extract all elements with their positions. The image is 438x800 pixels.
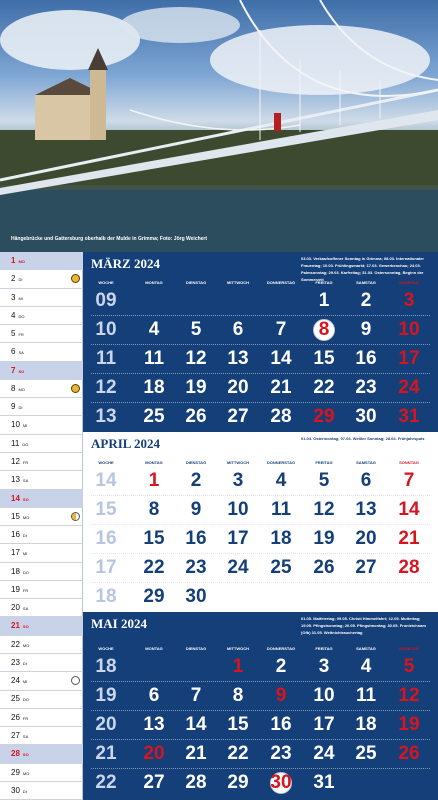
row-divider [91,768,430,769]
day-row [0,471,83,489]
weekday-header: DIENSTAG [185,646,207,651]
weekday-abbr: FR [22,459,29,465]
calendar-date: 20 [355,528,377,549]
weekday-header: SAMSTAG [356,646,376,651]
day-number: 25 DO [11,694,29,704]
day-number: 11 DO [11,438,29,448]
week-number: 14 [95,470,117,491]
weekday-abbr: MI [22,551,28,557]
row-divider [91,710,430,711]
day-row [0,727,83,745]
calendar-date: 3 [232,470,244,491]
calendar-date: 27 [355,557,377,578]
weekday-header: DIENSTAG [185,280,207,285]
weekday-header: MONTAG [145,280,163,285]
bridge-photo-illustration [0,0,438,252]
moon-phase-icon [71,274,80,283]
sunday-date: 24 [398,377,420,398]
weekday-abbr: DO [22,569,29,575]
sunday-date: 31 [398,406,420,427]
weekday-abbr: DI [22,533,27,539]
weekday-header: WOCHE [98,460,114,465]
calendar-date: 30 [270,772,292,793]
calendar-date: 8 [318,319,330,340]
week-number: 17 [95,557,117,578]
calendar-date: 31 [313,772,335,793]
calendar-date: 4 [275,470,287,491]
week-number: 11 [95,348,117,369]
day-number: 20 SA [11,603,29,613]
month-holiday-notes: 01.05. Maifeiertag; 09.05. Christi Himmelfahrt; 12.05. Muttertag; 19.05. Pfingstsonntag; 20.05. Pfingstmontag; 30.05. Fronleichnam (Ofb) 31.05. Weltnichtrauchertag [301,616,426,635]
day-row [0,599,83,617]
day-number: 28 SO [11,749,29,759]
row-divider [91,739,430,740]
month-title: APRIL 2024 [91,436,160,451]
weekday-header: SONNTAG [399,460,419,465]
day-row [0,307,83,325]
calendar-date: 7 [190,685,202,706]
calendar-date: 25 [355,743,377,764]
weekday-abbr: MO [22,514,30,520]
weekday-abbr: SO [22,496,29,502]
sunday-date: 17 [398,348,420,369]
day-row [0,617,83,635]
day-number: 27 SA [11,731,29,741]
week-number: 12 [95,377,117,398]
sunday-date: 26 [398,743,420,764]
sunday-date: 19 [398,714,420,735]
day-row [0,526,83,544]
calendar-date: 12 [185,348,207,369]
calendar-date: 22 [227,743,249,764]
weekday-abbr: DO [18,313,25,319]
calendar-date: 5 [318,470,330,491]
calendar-date: 30 [355,406,377,427]
day-row [0,435,83,453]
calendar-date: 26 [313,557,335,578]
day-number: 5 FR [11,329,24,339]
calendar-date: 22 [143,557,165,578]
day-row [0,745,83,763]
sunday-date: 5 [403,656,415,677]
weekday-abbr: SA [22,606,29,612]
day-number: 14 SO [11,493,29,503]
calendar-date: 13 [143,714,165,735]
day-row [0,581,83,599]
weekday-header: DIENSTAG [185,460,207,465]
day-number: 26 FR [11,712,29,722]
sunday-date: 12 [398,685,420,706]
day-number: 19 FR [11,584,29,594]
sunday-date: 14 [398,499,420,520]
calendar-date: 15 [227,714,249,735]
calendar-date: 11 [355,685,377,706]
calendar-date: 9 [275,685,287,706]
weekday-abbr: MO [22,770,30,776]
weekday-abbr: DI [18,277,23,283]
weekday-abbr: FR [22,715,29,721]
day-row [0,325,83,343]
day-number: 13 SA [11,475,29,485]
day-number: 24 MI [11,676,28,686]
week-number: 15 [95,499,117,520]
weekday-header: SONNTAG [399,646,419,651]
weekday-header: FREITAG [315,460,333,465]
week-number: 22 [95,772,117,793]
day-row [0,270,83,288]
weekday-abbr: MO [22,642,30,648]
calendar-date: 2 [360,290,372,311]
row-divider [91,402,430,403]
calendar-date: 10 [313,685,335,706]
weekday-abbr: MO [18,259,25,264]
calendar-date: 13 [355,499,377,520]
day-row [0,453,83,471]
row-divider [91,495,430,496]
week-number: 16 [95,528,117,549]
week-number: 13 [95,406,117,427]
day-row [0,690,83,708]
day-number: 4 DO [11,310,25,320]
calendar-date: 21 [185,743,207,764]
day-number: 29 MO [11,767,30,777]
row-divider [91,681,430,682]
calendar-date: 6 [360,470,372,491]
calendar-date: 30 [185,586,207,607]
calendar-date: 24 [313,743,335,764]
weekday-header: WOCHE [98,646,114,651]
calendar-date: 22 [313,377,335,398]
day-number: 16 DI [11,530,27,540]
day-number: 9 DI [11,402,23,412]
calendar-date: 18 [355,714,377,735]
month-block-may [83,612,438,800]
calendar-date: 4 [148,319,160,340]
row-divider [91,524,430,525]
month-holiday-notes: 01.04. Ostermontag; 07.04. Weißer Sonntag; 28.04. Frühjahrsputz [301,436,425,441]
day-row [0,289,83,307]
day-number: 3 MI [11,292,23,302]
calendar-date: 11 [270,499,292,520]
week-number: 18 [95,586,117,607]
week-number: 09 [95,290,117,311]
weekday-header: MITTWOCH [227,280,249,285]
calendar-date: 19 [313,528,335,549]
weekday-abbr: DO [22,441,29,447]
day-number: 18 DO [11,566,29,576]
month-block-march [83,252,438,432]
calendar-date: 11 [143,348,165,369]
day-number: 2 DI [11,274,23,284]
weekday-header: MONTAG [145,460,163,465]
moon-phase-icon [71,384,80,393]
week-number: 20 [95,714,117,735]
calendar-date: 6 [148,685,160,706]
weekday-abbr: MO [18,386,25,392]
calendar-date: 4 [360,656,372,677]
calendar-date: 15 [313,348,335,369]
calendar-date: 27 [143,772,165,793]
calendar-date: 16 [185,528,207,549]
calendar-date: 19 [185,377,207,398]
weekday-abbr: SA [22,734,29,740]
weekday-header: DONNERSTAG [266,280,296,285]
month-holiday-notes: 03.03. Verkaufsoffener Sonntag in Grimma; 08.03. Internationaler Frauentag; 10.03. Frühlingsmarkt; 17.03. Gewerbeschau; 24.03. Palmsonntag; 29.03. Karfreitag; 31.03. Ostersonntag, Beginn der Sommerzeit [301,256,424,282]
calendar-date: 23 [355,377,377,398]
day-row [0,380,83,398]
day-number: 17 MI [11,548,28,558]
day-row [0,343,83,361]
week-number: 10 [95,319,117,340]
day-row [0,490,83,508]
weekday-header: SAMSTAG [356,460,376,465]
weekday-abbr: DO [22,697,29,703]
weekday-abbr: FR [18,332,24,338]
calendar-date: 1 [318,290,330,311]
row-divider [91,553,430,554]
weekday-abbr: SO [18,368,25,374]
day-row [0,416,83,434]
weekday-header: DONNERSTAG [266,460,296,465]
weekday-header: SAMSTAG [356,280,376,285]
weekday-abbr: SA [22,478,29,484]
calendar-date: 24 [227,557,249,578]
calendar-date: 20 [227,377,249,398]
day-number: 21 SO [11,621,29,631]
weekday-header: FREITAG [315,646,333,651]
calendar-date: 29 [143,586,165,607]
calendar-date: 25 [143,406,165,427]
calendar-date: 14 [185,714,207,735]
sunday-date: 3 [403,290,415,311]
weekday-header: MONTAG [145,646,163,651]
day-row [0,362,83,380]
day-row [0,544,83,562]
calendar-date: 16 [270,714,292,735]
weekday-header: WOCHE [98,280,114,285]
day-row [0,508,83,526]
calendar-date: 2 [275,656,287,677]
day-row [0,764,83,782]
month-block-april [83,432,438,612]
sunday-date: 28 [398,557,420,578]
day-row [0,654,83,672]
calendar-date: 20 [143,743,165,764]
weekday-abbr: DI [22,788,27,794]
week-number: 19 [95,685,117,706]
calendar-date: 29 [227,772,249,793]
weekday-header: SONNTAG [399,280,419,285]
calendar-date: 9 [360,319,372,340]
calendar-date: 5 [190,319,202,340]
month-title: MÄRZ 2024 [91,256,160,271]
calendar-date: 23 [270,743,292,764]
header-photo [0,0,438,252]
day-number: 10 MI [11,420,28,430]
calendar-date: 13 [227,348,249,369]
day-row [0,252,83,270]
day-row [0,672,83,690]
weekday-abbr: SO [22,624,29,630]
sunday-date: 21 [398,528,420,549]
calendar-date: 28 [270,406,292,427]
month-title: MAI 2024 [91,616,147,631]
day-number: 8 MO [11,383,25,393]
calendar-date: 15 [143,528,165,549]
day-number: 23 DI [11,657,27,667]
calendar-date: 8 [148,499,160,520]
weekday-header: DONNERSTAG [266,646,296,651]
calendar-date: 23 [185,557,207,578]
photo-caption: Hängebrücke und Gattersburg oberhalb der Mulde in Grimma; Foto: Jörg Weichert [11,236,208,242]
calendar-date: 9 [190,499,202,520]
calendar-date: 17 [227,528,249,549]
calendar-date: 2 [190,470,202,491]
day-number: 1 MO [11,256,25,265]
calendar-date: 26 [185,406,207,427]
row-divider [91,373,430,374]
calendar-date: 18 [270,528,292,549]
sunday-date: 10 [398,319,420,340]
weekday-abbr: DI [18,405,23,411]
day-number: 6 SA [11,347,24,357]
weekday-abbr: SA [18,350,24,356]
day-row [0,398,83,416]
calendar-date: 6 [232,319,244,340]
calendar-date: 28 [185,772,207,793]
calendar-date: 25 [270,557,292,578]
weekday-abbr: MI [22,679,28,685]
calendar-date: 17 [313,714,335,735]
row-divider [91,582,430,583]
moon-phase-icon [71,512,80,521]
calendar-date: 27 [227,406,249,427]
sunday-date: 7 [403,470,415,491]
weekday-header: MITTWOCH [227,646,249,651]
calendar-date: 14 [270,348,292,369]
weekday-abbr: MI [22,423,28,429]
calendar-date: 21 [270,377,292,398]
day-number: 15 MO [11,511,30,521]
day-row [0,782,83,800]
day-number: 12 FR [11,456,29,466]
weekday-abbr: SO [22,752,29,758]
calendar-date: 1 [232,656,244,677]
moon-phase-icon [71,676,80,685]
week-number: 21 [95,743,117,764]
day-number: 7 SO [11,365,25,375]
weekday-abbr: FR [22,587,29,593]
day-row [0,563,83,581]
day-number: 22 MO [11,639,30,649]
calendar-date: 3 [318,656,330,677]
calendar-date: 7 [275,319,287,340]
week-number: 18 [95,656,117,677]
calendar-date: 18 [143,377,165,398]
calendar-date: 8 [232,685,244,706]
calendar-date: 1 [148,470,160,491]
day-row [0,709,83,727]
calendar-date: 10 [227,499,249,520]
weekday-header: FREITAG [315,280,333,285]
day-strip [0,252,83,800]
weekday-abbr: MI [18,295,23,301]
calendar-date: 12 [313,499,335,520]
calendar-date: 16 [355,348,377,369]
weekday-abbr: DI [22,660,27,666]
row-divider [91,315,430,316]
day-row [0,636,83,654]
weekday-header: MITTWOCH [227,460,249,465]
row-divider [91,344,430,345]
calendar-date: 29 [313,406,335,427]
day-number: 30 DI [11,785,27,795]
